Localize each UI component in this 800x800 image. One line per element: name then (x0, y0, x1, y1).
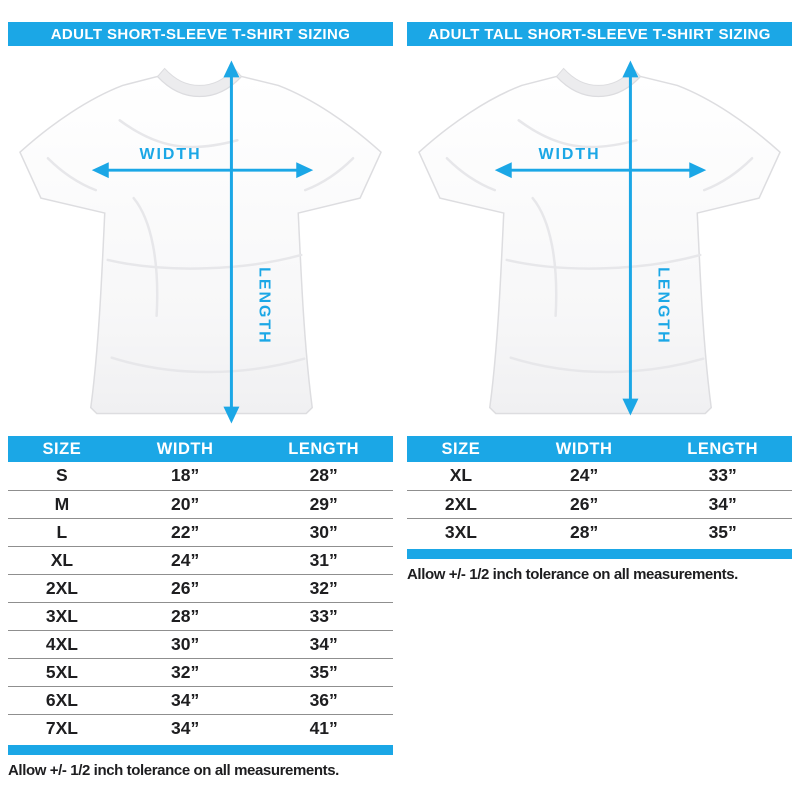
table-row (8, 490, 393, 518)
table-header-row (8, 436, 393, 462)
adult-tall-sizing-header: ADULT TALL SHORT-SLEEVE T-SHIRT SIZING (407, 22, 792, 46)
table-row (407, 518, 792, 546)
table-row (8, 686, 393, 714)
length-column-header: LENGTH (254, 436, 393, 462)
table-row (8, 518, 393, 546)
length-cell: 34” (653, 490, 792, 518)
width-cell: 22” (116, 518, 255, 546)
width-cell: 26” (116, 574, 255, 602)
width-label: WIDTH (139, 146, 202, 164)
table-header-row (407, 436, 792, 462)
length-cell: 32” (254, 574, 393, 602)
size-cell: 2XL (407, 490, 515, 518)
length-cell: 41” (254, 714, 393, 742)
length-cell: 29” (254, 490, 393, 518)
adult-tall-size-table (407, 436, 792, 546)
table-footer-bar (8, 745, 393, 755)
size-cell: L (8, 518, 116, 546)
width-label: WIDTH (538, 146, 601, 164)
table-row (407, 462, 792, 490)
table-row (8, 602, 393, 630)
adult-sizing-header: ADULT SHORT-SLEEVE T-SHIRT SIZING (8, 22, 393, 46)
tshirt-illustration (419, 68, 780, 413)
length-cell: 30” (254, 518, 393, 546)
length-label: LENGTH (255, 267, 273, 345)
tolerance-note: Allow +/- 1/2 inch tolerance on all measurements. (8, 762, 339, 779)
width-column-header: WIDTH (515, 436, 654, 462)
length-column-header: LENGTH (653, 436, 792, 462)
size-cell: 6XL (8, 686, 116, 714)
width-cell: 28” (515, 518, 654, 546)
width-cell: 24” (116, 546, 255, 574)
length-label: LENGTH (654, 267, 672, 345)
width-cell: 32” (116, 658, 255, 686)
table-row (8, 630, 393, 658)
table-footer-bar (407, 549, 792, 559)
adult-tall-tshirt-figure (407, 58, 792, 426)
table-row (8, 546, 393, 574)
size-cell: XL (8, 546, 116, 574)
length-cell: 33” (708, 465, 737, 486)
adult-tshirt-figure (8, 58, 393, 426)
tolerance-note: Allow +/- 1/2 inch tolerance on all measurements. (407, 566, 738, 583)
width-cell: 28” (116, 602, 255, 630)
size-cell: 7XL (8, 714, 116, 742)
width-column-header: WIDTH (116, 436, 255, 462)
size-cell: 2XL (8, 574, 116, 602)
length-cell: 34” (254, 630, 393, 658)
length-cell: 35” (254, 658, 393, 686)
size-column-header: SIZE (8, 436, 116, 462)
size-column-header: SIZE (407, 436, 515, 462)
length-cell: 28” (309, 465, 338, 486)
width-cell: 26” (515, 490, 654, 518)
table-row (407, 490, 792, 518)
size-cell: 4XL (8, 630, 116, 658)
size-cell: S (56, 465, 68, 486)
adult-tall-sizing-column (407, 22, 792, 800)
width-cell: 30” (116, 630, 255, 658)
tshirt-illustration (20, 68, 381, 413)
width-cell: 34” (116, 714, 255, 742)
width-cell: 24” (569, 465, 599, 486)
width-cell: 34” (116, 686, 255, 714)
length-cell: 35” (653, 518, 792, 546)
table-row (8, 658, 393, 686)
size-cell: XL (449, 465, 473, 486)
length-cell: 31” (254, 546, 393, 574)
width-cell: 20” (116, 490, 255, 518)
size-cell: 3XL (8, 602, 116, 630)
table-row (8, 714, 393, 742)
length-cell: 33” (254, 602, 393, 630)
table-row (8, 462, 393, 490)
width-cell: 18” (170, 465, 200, 486)
adult-size-table (8, 436, 393, 742)
tshirt-diagram (407, 58, 792, 426)
length-cell: 36” (254, 686, 393, 714)
adult-sizing-column (8, 22, 393, 800)
table-row (8, 574, 393, 602)
size-cell: 5XL (8, 658, 116, 686)
size-cell: M (8, 490, 116, 518)
tshirt-diagram (8, 58, 393, 426)
size-cell: 3XL (407, 518, 515, 546)
